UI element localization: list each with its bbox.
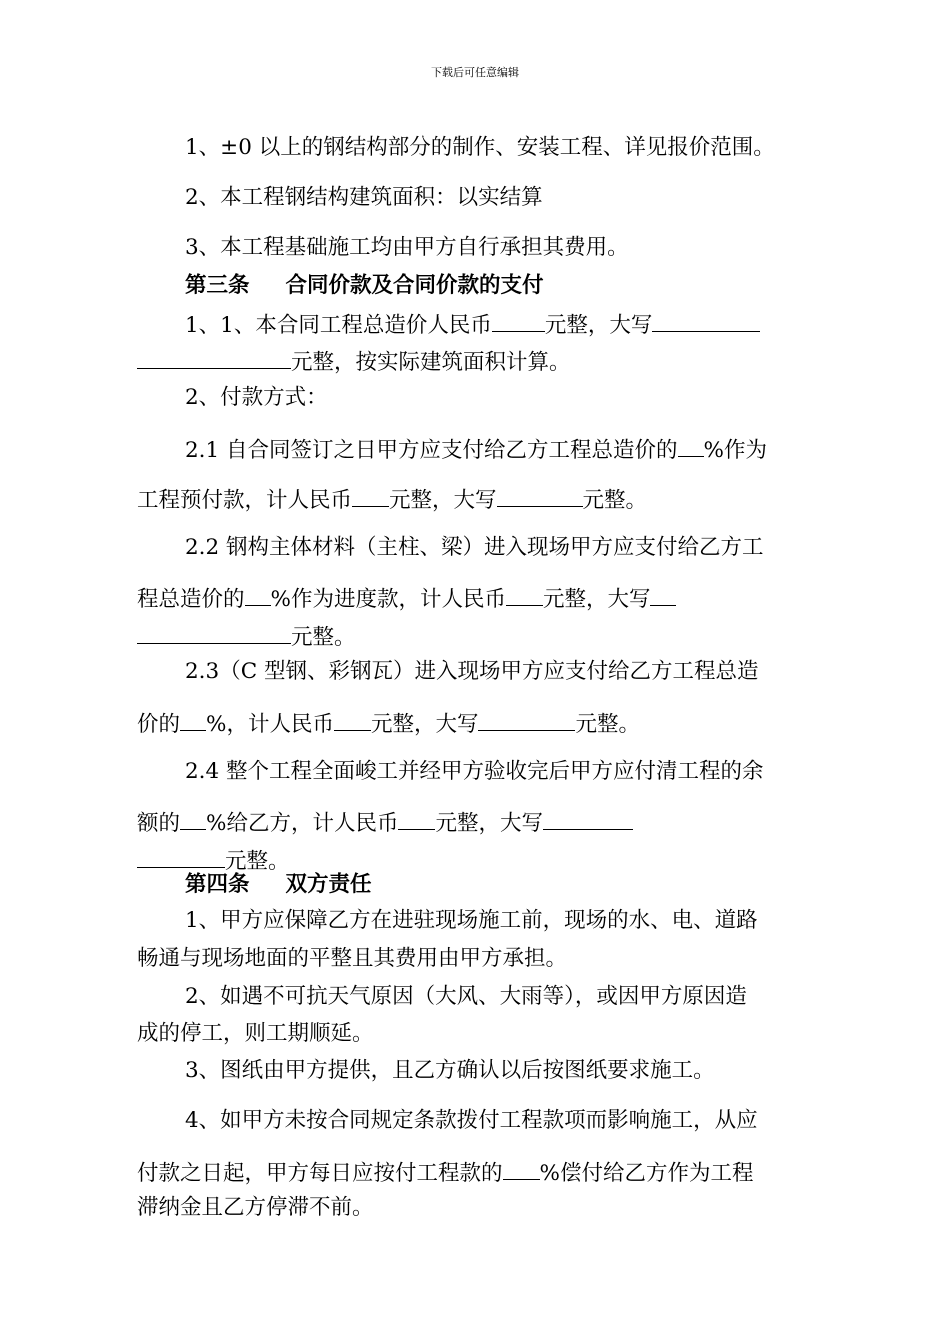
- clause-line: 付款之日起，甲方每日应按付工程款的 %偿付给乙方作为工程: [137, 1157, 753, 1188]
- clause-line: 工程预付款，计人民币 元整，大写 元整。: [137, 484, 647, 515]
- blank-field[interactable]: [137, 845, 225, 868]
- page-header: 下载后可任意编辑: [431, 66, 519, 79]
- clause-line: 1、±0 以上的钢结构部分的制作、安装工程、详见报价范围。: [185, 135, 775, 160]
- clause-line: 4、如甲方未按合同规定条款拨付工程款项而影响施工，从应: [185, 1108, 758, 1133]
- blank-field[interactable]: [506, 583, 543, 606]
- clause-line: 价的 %，计人民币 元整，大写 元整。: [137, 708, 640, 739]
- blank-field[interactable]: [352, 484, 389, 507]
- blank-field[interactable]: [678, 434, 704, 457]
- clause-line: 元整，按实际建筑面积计算。: [137, 346, 571, 377]
- blank-field[interactable]: [503, 1157, 540, 1180]
- clause-line: 2.2 钢构主体材料（主柱、梁）进入现场甲方应支付给乙方工: [185, 535, 764, 560]
- clause-line: 2.4 整个工程全面峻工并经甲方验收完后甲方应付清工程的余: [185, 759, 764, 784]
- clause-line: 元整。: [137, 845, 290, 876]
- blank-field[interactable]: [180, 807, 206, 830]
- blank-field[interactable]: [180, 708, 206, 731]
- clause-line: 程总造价的 %作为进度款，计人民币 元整，大写: [137, 583, 676, 614]
- clause-line: 畅通与现场地面的平整且其费用由甲方承担。: [137, 946, 568, 971]
- clause-line: 额的 %给乙方，计人民币 元整，大写: [137, 807, 633, 838]
- section-title: 合同价款及合同价款的支付: [285, 273, 544, 298]
- blank-field[interactable]: [245, 583, 271, 606]
- clause-line: 2.3（C 型钢、彩钢瓦）进入现场甲方应支付给乙方工程总造: [185, 659, 759, 684]
- section-title: 双方责任: [285, 872, 372, 897]
- clause-line: 成的停工，则工期顺延。: [137, 1021, 374, 1046]
- clause-line: 元整。: [137, 621, 356, 652]
- clause-line: 2.1 自合同签订之日甲方应支付给乙方工程总造价的 %作为: [185, 434, 767, 465]
- clause-line: 2、本工程钢结构建筑面积：以实结算: [185, 185, 543, 210]
- blank-field[interactable]: [543, 807, 633, 830]
- section-number: 第四条: [185, 872, 250, 897]
- blank-field[interactable]: [478, 708, 575, 731]
- clause-line: 2、如遇不可抗天气原因（大风、大雨等），或因甲方原因造: [185, 984, 747, 1009]
- section-heading-3: [185, 272, 544, 300]
- section-heading-4: [185, 871, 372, 899]
- clause-line: 1、1、本合同工程总造价人民币 元整，大写: [185, 309, 760, 340]
- blank-field[interactable]: [492, 309, 545, 332]
- clause-line: 3、本工程基础施工均由甲方自行承担其费用。: [185, 235, 629, 260]
- blank-field[interactable]: [398, 807, 435, 830]
- clause-line: 滞纳金且乙方停滞不前。: [137, 1195, 374, 1220]
- blank-field[interactable]: [137, 621, 291, 644]
- blank-field[interactable]: [650, 583, 676, 606]
- clause-line: 2、付款方式：: [185, 385, 328, 410]
- blank-field[interactable]: [497, 484, 583, 507]
- blank-field[interactable]: [137, 346, 291, 369]
- blank-field[interactable]: [652, 309, 760, 332]
- clause-line: 3、图纸由甲方提供，且乙方确认以后按图纸要求施工。: [185, 1058, 715, 1083]
- section-number: 第三条: [185, 273, 250, 298]
- blank-field[interactable]: [334, 708, 371, 731]
- clause-line: 1、甲方应保障乙方在进驻现场施工前，现场的水、电、道路: [185, 908, 758, 933]
